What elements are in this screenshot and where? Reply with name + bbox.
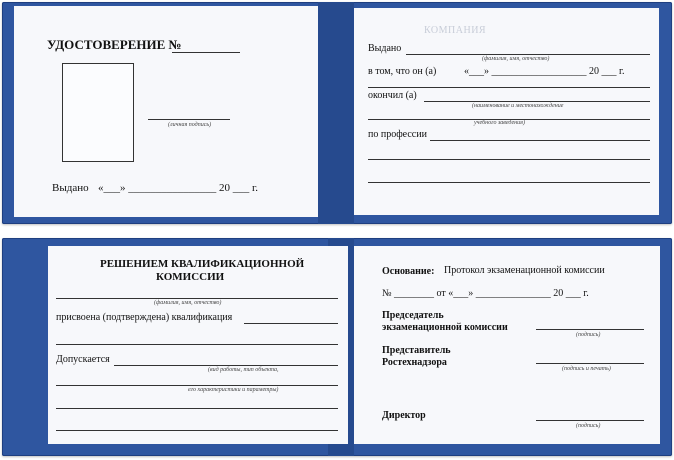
basis-text: Протокол экзаменационной комиссии bbox=[444, 265, 605, 276]
issued-date: «___» ________________ 20 ___ г. bbox=[98, 182, 259, 194]
qualification-line bbox=[244, 323, 338, 324]
signature-line bbox=[148, 119, 230, 120]
issued-label: Выдано bbox=[52, 182, 89, 194]
chairman-label-2: экзаменационной комиссии bbox=[382, 322, 508, 333]
chairman-signature-caption: (подпись) bbox=[576, 332, 601, 338]
protocol-line: № ________ от «___» _______________ 20 ___ г. bbox=[382, 288, 589, 299]
params-caption: его характеристики и параметры) bbox=[188, 387, 279, 393]
rostekh-label-2: Ростехнадзора bbox=[382, 357, 447, 368]
admitted-line-2 bbox=[56, 385, 338, 386]
certify-label: в том, что он (а) bbox=[368, 66, 437, 77]
work-caption: (вид работы, тип объекта, bbox=[208, 367, 279, 373]
top-spine bbox=[318, 2, 354, 224]
rostekh-signature-line bbox=[536, 363, 644, 364]
issued-to-label: Выдано bbox=[368, 43, 402, 54]
qualification-line-2 bbox=[56, 344, 338, 345]
signature-caption: (личная подпись) bbox=[168, 122, 212, 128]
profession-line bbox=[430, 140, 650, 141]
bottom-right-page bbox=[354, 246, 660, 444]
rostekh-signature-caption: (подпись и печать) bbox=[562, 366, 611, 372]
fio-line bbox=[406, 54, 650, 55]
institution-line bbox=[424, 101, 650, 102]
admitted-label: Допускается bbox=[56, 354, 110, 365]
certificate-title: УДОСТОВЕРЕНИЕ № bbox=[47, 37, 182, 52]
top-left-page bbox=[14, 6, 318, 217]
photo-frame bbox=[62, 63, 134, 162]
profession-line-2 bbox=[368, 159, 650, 160]
bottom-left-page bbox=[48, 246, 348, 444]
institution-caption: (наименование и местонахождение bbox=[472, 103, 564, 109]
director-label: Директор bbox=[382, 410, 426, 421]
admitted-line bbox=[114, 365, 338, 366]
profession-label: по профессии bbox=[368, 129, 427, 140]
commission-heading-1: РЕШЕНИЕМ КВАЛИФИКАЦИОННОЙ bbox=[100, 258, 305, 270]
graduated-label: окончил (а) bbox=[368, 90, 417, 101]
admitted-line-4 bbox=[56, 430, 338, 431]
basis-label: Основание: bbox=[382, 266, 435, 277]
fio-caption: (фамилия, имя, отчество) bbox=[482, 56, 550, 62]
commission-fio-caption: (фамилия, имя, отчество) bbox=[154, 300, 222, 306]
admitted-line-3 bbox=[56, 408, 338, 409]
institution-caption-2: учебного заведения) bbox=[474, 120, 525, 126]
top-right-page: КОМПАНИЯ Выдано (фамилия, имя, отчество) в том, что он (а) «___» ___________________ 20 ___ г. окончил (а) (наименование и местонахождение учебного заведения) по профессии bbox=[354, 8, 659, 215]
commission-heading-2: КОМИССИИ bbox=[156, 271, 225, 283]
certificate-number-line bbox=[172, 52, 240, 53]
qualification-label: присвоена (подтверждена) квалификация bbox=[56, 312, 233, 323]
certify-date: «___» ___________________ 20 ___ г. bbox=[464, 66, 625, 77]
director-signature-line bbox=[536, 420, 644, 421]
rostekh-label-1: Представитель bbox=[382, 345, 451, 356]
commission-fio-line bbox=[56, 298, 338, 299]
director-signature-caption: (подпись) bbox=[576, 423, 601, 429]
chairman-signature-line bbox=[536, 329, 644, 330]
profession-line-3 bbox=[368, 182, 650, 183]
chairman-label-1: Председатель bbox=[382, 310, 444, 321]
certify-line-2 bbox=[368, 87, 650, 88]
